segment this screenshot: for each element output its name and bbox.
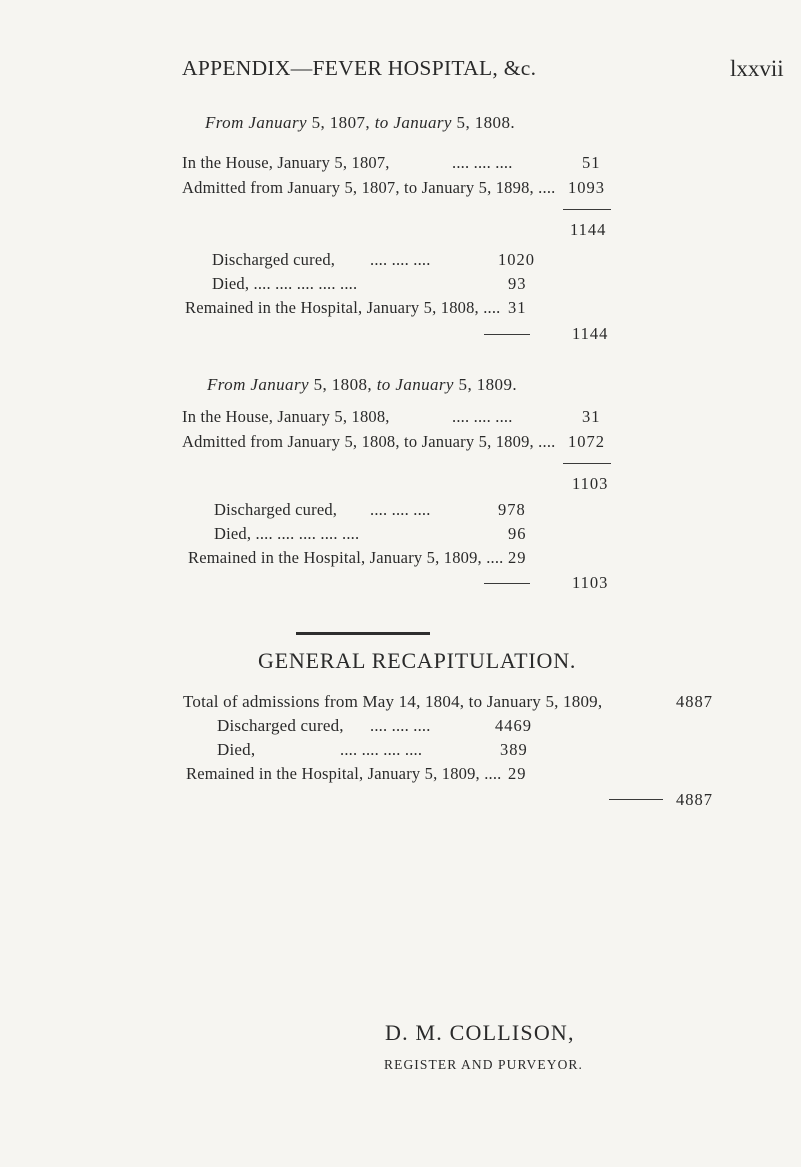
section1-remained-value: 31: [508, 298, 527, 317]
section1-title-from: From: [205, 113, 244, 132]
recap-discharged-value: 4469: [495, 716, 532, 735]
section2-in-house-value: 31: [582, 407, 601, 426]
section2-died-label: Died, .... .... .... .... ....: [214, 524, 360, 543]
section1-title-start-day: 5, 1807,: [311, 113, 371, 132]
section-divider: [296, 632, 430, 635]
section2-sum-rule: [563, 463, 611, 464]
section1-admitted-label: Admitted from January 5, 1807, to January 5, 1898, ....: [182, 178, 556, 197]
section2-title-start-month: January: [250, 375, 309, 394]
section1-in-house-dots: .... .... ....: [452, 153, 513, 172]
section2-discharged-label: Discharged cured,: [214, 500, 338, 519]
section1-total-value: 1144: [570, 220, 607, 239]
section1-title-end-day: 5, 1808.: [456, 113, 515, 132]
section2-title-from: From: [207, 375, 246, 394]
section2-admitted-label: Admitted from January 5, 1808, to January 5, 1809, ....: [182, 432, 556, 451]
section2-title-start-day: 5, 1808,: [313, 375, 373, 394]
recap-sum-rule: [609, 799, 663, 800]
section1-title-start-month: January: [248, 113, 307, 132]
section2-died-value: 96: [508, 524, 527, 543]
section1-died-label: Died, .... .... .... .... ....: [212, 274, 358, 293]
section2-in-house-label: In the House, January 5, 1808,: [182, 407, 390, 426]
section1-subtotal-rule: [484, 334, 530, 335]
recap-total-label: Total of admissions from May 14, 1804, to January 5, 1809,: [183, 692, 603, 711]
section2-total-value: 1103: [572, 474, 609, 493]
section1-title: [205, 113, 515, 133]
section1-discharged-dots: .... .... ....: [370, 250, 431, 269]
section1-total2-value: 1144: [572, 324, 609, 343]
section1-in-house-value: 51: [582, 153, 601, 172]
section1-admitted-value: 1093: [568, 178, 605, 197]
section2-remained-label: Remained in the Hospital, January 5, 1809, ....: [188, 548, 504, 567]
section1-remained-label: Remained in the Hospital, January 5, 1808, ....: [185, 298, 501, 317]
recap-title: GENERAL RECAPITULATION.: [258, 648, 577, 673]
signature-role: REGISTER AND PURVEYOR.: [384, 1057, 584, 1072]
section2-title-end-day: 5, 1809.: [458, 375, 517, 394]
section1-discharged-value: 1020: [498, 250, 535, 269]
signature-name: D. M. COLLISON,: [385, 1020, 575, 1045]
recap-remained-label: Remained in the Hospital, January 5, 1809, ....: [186, 764, 502, 783]
section1-died-value: 93: [508, 274, 527, 293]
recap-remained-value: 29: [508, 764, 527, 783]
section2-title-end-month: January: [395, 375, 454, 394]
section1-sum-rule: [563, 209, 611, 210]
recap-total-value: 4887: [676, 692, 713, 711]
section2-admitted-value: 1072: [568, 432, 605, 451]
page-number: lxxvii: [730, 56, 784, 81]
section1-in-house-label: In the House, January 5, 1807,: [182, 153, 390, 172]
section1-discharged-label: Discharged cured,: [212, 250, 336, 269]
recap-sum-value: 4887: [676, 790, 713, 809]
section2-total2-value: 1103: [572, 573, 609, 592]
section2-remained-value: 29: [508, 548, 527, 567]
recap-died-dots: .... .... .... ....: [340, 740, 423, 759]
section2-discharged-dots: .... .... ....: [370, 500, 431, 519]
recap-died-value: 389: [500, 740, 528, 759]
section2-discharged-value: 978: [498, 500, 526, 519]
recap-discharged-label: Discharged cured,: [217, 716, 344, 735]
section1-title-to: to: [374, 113, 389, 132]
section2-subtotal-rule: [484, 583, 530, 584]
page-header-title: APPENDIX—FEVER HOSPITAL, &c.: [182, 56, 537, 80]
recap-discharged-dots: .... .... ....: [370, 716, 431, 735]
section1-title-end-month: January: [393, 113, 452, 132]
section2-title: [207, 375, 517, 395]
recap-died-label: Died,: [217, 740, 256, 759]
section2-title-to: to: [376, 375, 391, 394]
section2-in-house-dots: .... .... ....: [452, 407, 513, 426]
